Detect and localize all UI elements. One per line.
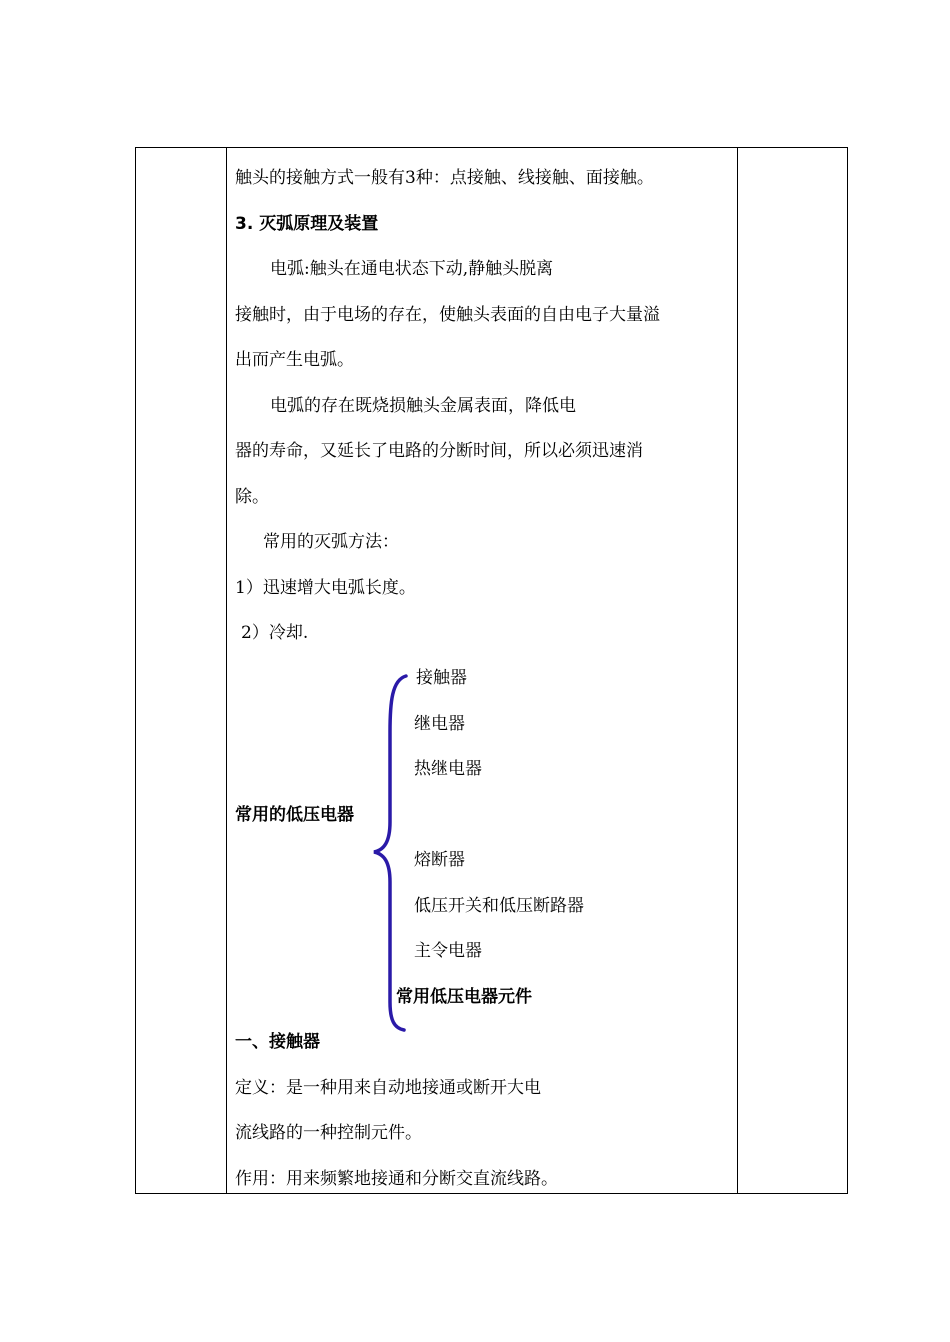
arc-definition-line3: 出而产生电弧。 bbox=[235, 350, 354, 370]
arc-methods-title: 常用的灭弧方法： bbox=[263, 532, 399, 552]
arc-definition-line2: 接触时，由于电场的存在，使触头表面的自由电子大量溢 bbox=[235, 305, 660, 325]
column-divider-left bbox=[226, 148, 227, 1193]
arc-effect-line3: 除。 bbox=[235, 487, 269, 507]
diagram-root-label: 常用的低压电器 bbox=[235, 805, 354, 825]
arc-method-2: 2）冷却. bbox=[241, 623, 309, 643]
contactor-definition-line1: 定义：是一种用来自动地接通或断开大电 bbox=[235, 1078, 541, 1098]
diagram-item-fuse: 熔断器 bbox=[414, 850, 465, 870]
diagram-item-master-switch: 主令电器 bbox=[414, 941, 482, 961]
diagram-item-contactor: 接触器 bbox=[416, 668, 467, 688]
curly-brace-icon bbox=[370, 672, 410, 1034]
contactor-function-text: 作用：用来频繁地接通和分断交直流线路。 bbox=[235, 1169, 558, 1189]
diagram-item-thermal-relay: 热继电器 bbox=[414, 759, 482, 779]
contactor-definition-line2: 流线路的一种控制元件。 bbox=[235, 1123, 422, 1143]
arc-method-1: 1）迅速增大电弧长度。 bbox=[235, 578, 416, 598]
diagram-caption: 常用低压电器元件 bbox=[396, 987, 532, 1007]
diagram-item-relay: 继电器 bbox=[414, 714, 465, 734]
arc-effect-line1: 电弧的存在既烧损触头金属表面，降低电 bbox=[270, 396, 576, 416]
section-heading-arc: 3. 灭弧原理及装置 bbox=[235, 214, 379, 234]
arc-definition-line1: 电弧:触头在通电状态下动,静触头脱离 bbox=[270, 259, 554, 279]
column-divider-right bbox=[737, 148, 738, 1193]
section-heading-contactor: 一、接触器 bbox=[235, 1032, 320, 1052]
contact-methods-text: 触头的接触方式一般有3种：点接触、线接触、面接触。 bbox=[235, 168, 654, 188]
arc-effect-line2: 器的寿命，又延长了电路的分断时间，所以必须迅速消 bbox=[235, 441, 643, 461]
diagram-item-switch-breaker: 低压开关和低压断路器 bbox=[414, 896, 584, 916]
